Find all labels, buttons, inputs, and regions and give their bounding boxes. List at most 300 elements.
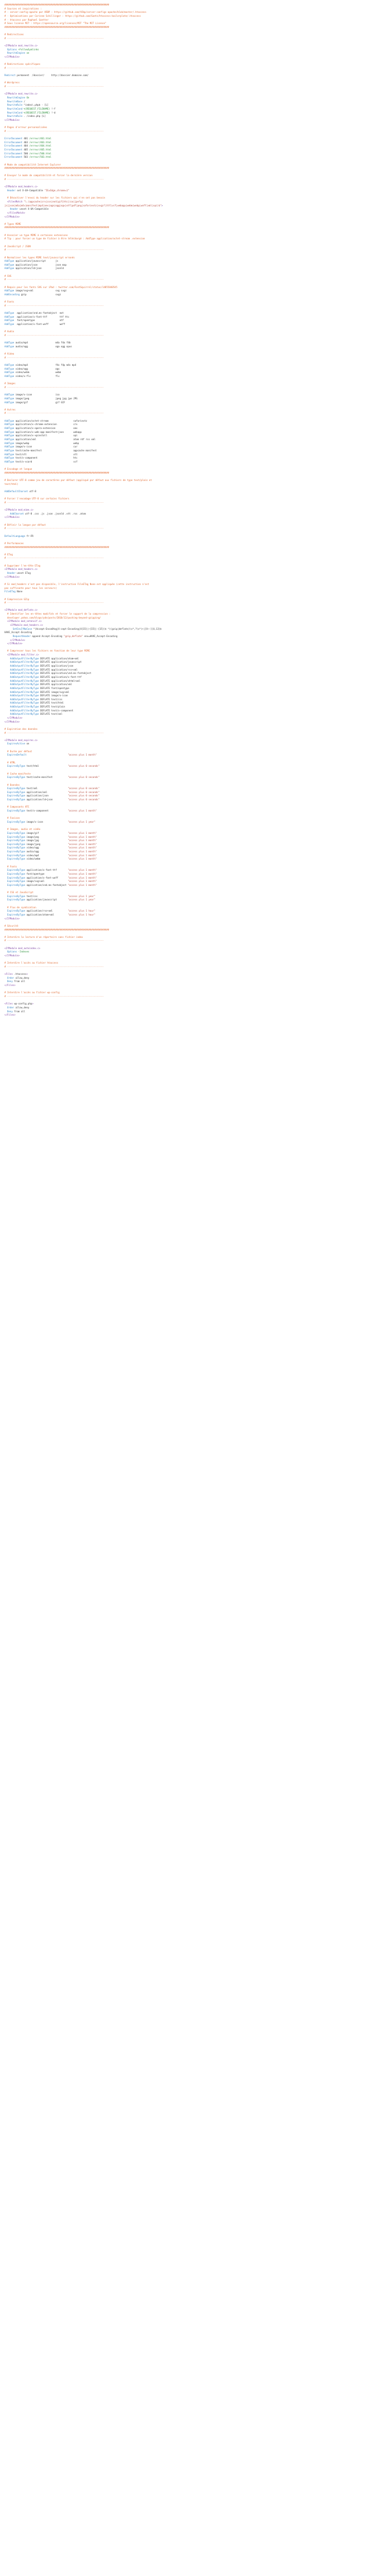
code-token: /erreur/503.html <box>29 155 51 159</box>
code-line <box>4 271 358 275</box>
code-line <box>4 527 358 531</box>
code-line <box>4 312 358 315</box>
code-token: env=HAVE_Accept-Encoding <box>83 634 118 638</box>
code-token: application/x-font-ttf <box>26 869 68 872</box>
code-line <box>4 887 358 891</box>
code-token: ExpiresByType <box>4 831 27 834</box>
code-line <box>4 757 358 761</box>
code-line <box>4 809 358 813</box>
code-line <box>4 701 358 705</box>
code-token: AddType <box>4 460 16 463</box>
code-line <box>4 330 358 334</box>
code-token: application/json json map <box>15 263 66 266</box>
code-token: AddOutputFilterByType <box>4 694 41 697</box>
code-token: # Compression GZip <box>4 597 30 601</box>
code-token: ExpiresByType <box>4 898 27 902</box>
code-token: application/x-chrome-extension crx <box>15 423 78 426</box>
code-token: ErrorDocument <box>4 144 24 148</box>
code-token: application/x-opera-extension oex <box>15 427 78 430</box>
code-token: text/cache-manifest <box>26 776 68 779</box>
code-token: ExpiresByType <box>4 876 27 879</box>
code-token: allow,deny <box>15 976 30 979</box>
code-token: "access plus 1 month" <box>68 753 97 757</box>
code-token: /erreur/403.html <box>29 140 51 144</box>
code-token: AddType <box>4 289 16 292</box>
code-line <box>4 705 358 709</box>
code-token: AddEncoding <box>4 292 21 296</box>
code-line <box>4 961 358 965</box>
code-token: > <box>32 1002 34 1006</box>
code-token: ExpiresByType <box>4 790 27 794</box>
code-line <box>4 720 358 724</box>
code-token: <FilesMatch <box>4 200 24 203</box>
code-line <box>4 832 358 836</box>
code-line <box>4 382 358 386</box>
code-line <box>4 3 358 7</box>
code-token: AddOutputFilterByType <box>4 672 41 675</box>
code-token: AddType <box>4 423 16 426</box>
code-line <box>4 137 358 141</box>
code-line <box>4 516 358 520</box>
code-line <box>4 768 358 772</box>
code-token: application/octet-stream safariextz <box>15 419 87 422</box>
code-line <box>4 594 358 598</box>
code-token: # Encodage et langue <box>4 468 32 471</box>
code-token: js|json|m4a|m4v|manifest|mp4|oex|oga|ogg|ogv|otf|pdf|png|safariextz|svgz?|ttf|vcf|webapp|webm|webp|woff|xml|xpi)$" <box>4 204 161 207</box>
code-token: audio/ogg oga ogg opus <box>15 345 72 348</box>
code-token: "access plus 1 year" <box>68 820 96 823</box>
code-token: AddOutputFilterByType <box>4 660 41 664</box>
code-token: AddType <box>4 452 16 456</box>
code-token: pas suffisante pour tous les serveurs) <box>4 586 57 589</box>
code-token: </IfModule> <box>4 575 20 578</box>
code-token: DEFLATE image/svg+xml <box>40 690 69 693</box>
code-token: "access plus 0 seconds" <box>68 794 100 798</box>
code-line <box>4 728 358 732</box>
code-token: # Declarer UTF-8 comme jeu de caractères par défaut (appliqué par défaut aux fichiers de type text/plain et <box>4 479 152 482</box>
code-token: image/gif <box>26 831 68 834</box>
code-token: </IfModule> <box>4 917 20 920</box>
code-line <box>4 817 358 820</box>
code-line <box>4 356 358 360</box>
code-line <box>4 839 358 843</box>
code-line <box>4 687 358 691</box>
code-token: AddOutputFilterByType <box>4 668 41 671</box>
code-token: text/html <box>26 765 68 768</box>
code-line <box>4 898 358 902</box>
htaccess-code-listing <box>0 0 362 1021</box>
code-line <box>4 434 358 438</box>
code-line <box>4 182 358 186</box>
code-token: # Normaliser les types MIME text/javascript erronés <box>4 256 75 259</box>
code-line <box>4 553 358 560</box>
code-line <box>4 219 358 223</box>
code-token: ExpiresByType <box>4 853 27 857</box>
code-token: ExpiresByType <box>4 880 27 883</box>
code-line <box>4 427 358 431</box>
code-line <box>4 542 358 546</box>
code-line <box>4 115 358 119</box>
code-token: "gzip,deflate" <box>63 634 83 638</box>
code-token: # Tip : pour forcer un type de fichier à être téléchargé : AddType application/octet-stream .extension <box>4 237 145 240</box>
code-line <box>4 891 358 895</box>
code-token: developer.yahoo.com/blogs/ydn/posts/2010/12/pushing-beyond-gzipping/ <box>4 616 101 619</box>
code-line <box>4 546 358 550</box>
code-line <box>4 508 358 512</box>
code-line <box>4 560 358 564</box>
code-token: "access plus 0 seconds" <box>68 765 100 768</box>
code-line <box>4 18 358 22</box>
code-line <box>4 278 358 282</box>
code-token: # ---------------------------------------------------------------------- <box>4 304 104 307</box>
code-token: # Durée par défaut <box>4 749 32 753</box>
code-line <box>4 635 358 639</box>
code-line <box>4 583 358 587</box>
code-token: > <box>26 973 28 976</box>
code-line <box>4 988 358 992</box>
code-line <box>4 680 358 683</box>
code-token: "access plus 1 year" <box>68 898 96 902</box>
code-token: "access plus 1 hour" <box>68 913 96 916</box>
code-line <box>4 549 358 553</box>
code-token: # ---------------------------------------------------------------------- <box>4 939 104 942</box>
code-token: AddType <box>4 312 17 315</box>
code-token: # Wordpress <box>4 81 20 84</box>
code-line <box>4 96 358 100</box>
code-token: <IfModule mod_expires.c> <box>4 738 38 742</box>
code-token: AddType <box>4 267 16 270</box>
code-line <box>4 880 358 884</box>
code-token: RewriteBase <box>4 100 24 103</box>
code-line <box>4 556 358 560</box>
code-token: unset ETag <box>17 572 31 575</box>
code-token: On <box>26 96 30 100</box>
code-token: AddType <box>4 367 16 370</box>
code-line <box>4 130 358 134</box>
code-line <box>4 620 358 624</box>
code-token: application/ld+json <box>26 798 68 801</box>
code-token: <IfModule mod_setenvif.c> <box>4 620 42 623</box>
code-line <box>4 902 358 906</box>
code-line <box>4 133 358 137</box>
code-token: "access plus 1 hour" <box>68 909 96 913</box>
code-token: fr-FR <box>26 534 34 537</box>
code-line <box>4 260 358 263</box>
code-line <box>4 653 358 657</box>
code-token: <IfModule mod_deflate.c> <box>4 608 38 612</box>
code-token: Options <box>4 48 18 51</box>
code-line <box>4 765 358 768</box>
code-line <box>4 456 358 460</box>
code-token: "access plus 1 month" <box>68 842 97 846</box>
code-token: on <box>26 742 30 746</box>
code-token: text/html) <box>4 482 18 485</box>
code-token: # Forcer l'encodage UTF-8 sur certains fichiers <box>4 497 69 501</box>
code-token: ############################################################################ <box>4 167 110 170</box>
code-token: "access plus 1 month" <box>68 880 97 883</box>
code-token: # ---------------------------------------------------------------------- <box>4 556 104 560</box>
code-token: # Si mod_headers n'est pas disponible, l'instruction FileETag None est appliquée (cette instruction n'est <box>4 582 149 586</box>
code-token: # Associer un type MIME à certaines extensions <box>4 233 68 237</box>
code-token: image/svg+xml <box>26 880 68 883</box>
code-line <box>4 196 358 200</box>
code-line <box>4 323 358 327</box>
code-line <box>4 144 358 148</box>
code-token: video/mp4 f4v f4p m4v mp4 <box>15 364 77 367</box>
code-line <box>4 74 358 78</box>
code-token: <IfModule mod_rewrite.c> <box>4 44 38 48</box>
code-token: DefaultLanguage <box>4 534 27 537</box>
code-line <box>4 490 358 494</box>
code-line <box>4 597 358 605</box>
code-line <box>4 575 358 579</box>
code-line <box>4 315 358 319</box>
code-token: ExpiresByType <box>4 794 27 798</box>
code-token: # ---------------------------------------------------------------------- <box>4 965 104 968</box>
code-line <box>4 475 358 479</box>
code-token: ############################################################################ <box>4 545 110 549</box>
code-token: # ---------------------------------------------------------------------- <box>4 248 104 252</box>
code-token: AddCharset <box>4 512 25 515</box>
code-token: # Désactiver l'envoi du header sur les fichiers qui n'en ont pas besoin <box>4 196 105 200</box>
code-token: text/x-vcard vcf <box>15 460 78 463</box>
code-line <box>4 423 358 427</box>
code-token: %{REQUEST_FILENAME} <box>23 111 50 114</box>
code-line <box>4 244 358 252</box>
code-token: audio/mp4 m4a f4a f4b <box>15 341 71 345</box>
code-token: </IfModule> <box>4 716 23 719</box>
code-token: ExpiresDefault <box>4 753 68 757</box>
code-line <box>4 200 358 204</box>
code-token: image/x-icon ico <box>15 393 60 397</box>
code-token: font/opentype otf <box>17 319 64 322</box>
code-line <box>4 367 358 371</box>
code-token: application/ld+json jsonld <box>15 267 64 270</box>
code-token: ErrorDocument <box>4 137 24 140</box>
code-token: Redirect <box>4 74 17 77</box>
code-line <box>4 293 358 297</box>
code-token: utf-8 .css .js .json .jsonld .vtt .rss .atom <box>25 512 86 515</box>
code-token: application/javascript js <box>15 260 59 263</box>
code-token: Deny <box>4 980 15 983</box>
code-token: # ---------------------------------------------------------------------- <box>4 178 104 181</box>
code-line <box>4 980 358 984</box>
code-token: application/javascript <box>26 898 68 902</box>
code-token: DEFLATE application/javascript <box>40 660 82 664</box>
code-token: <IfModule mod_headers.c> <box>4 568 38 571</box>
code-line <box>4 587 358 591</box>
code-token: /erreur/401.html <box>29 137 51 140</box>
code-token: </IfModule> <box>4 55 20 58</box>
code-token: AddOutputFilterByType <box>4 664 41 668</box>
code-line <box>4 523 358 527</box>
code-token: image/x-icon <box>26 820 68 823</box>
code-token: ExpiresByType <box>4 850 27 853</box>
code-token: AddOutputFilterByType <box>4 683 41 686</box>
code-token: %{REQUEST_FILENAME} <box>23 107 50 110</box>
code-line <box>4 275 358 279</box>
code-token: </IfModule> <box>4 642 23 645</box>
code-token: # Envoyer le mode de compatibilité et forcer la dernière version <box>4 174 93 177</box>
code-line <box>4 248 358 252</box>
code-token: .htaccess <box>14 973 27 976</box>
code-line <box>4 479 358 483</box>
code-line <box>4 965 358 969</box>
code-token: # Autres <box>4 408 16 411</box>
code-token: ExpiresByType <box>4 842 27 846</box>
code-token: ExpiresByType <box>4 776 27 779</box>
code-line <box>4 408 358 415</box>
code-token: # Définir la langue par défaut <box>4 523 46 526</box>
code-token: # ---------------------------------------------------------------------- <box>4 334 104 337</box>
code-line <box>4 63 358 67</box>
code-line <box>4 672 358 676</box>
code-line <box>4 772 358 776</box>
code-token: RewriteEngine <box>4 51 27 55</box>
code-token: application/x-web-app-manifest+json webapp <box>15 430 82 433</box>
code-token: AddType <box>4 449 16 452</box>
code-token: "access plus 1 month" <box>68 835 97 838</box>
code-token: /erreur/405.html <box>29 148 51 151</box>
code-line <box>4 642 358 646</box>
code-line <box>4 917 358 921</box>
code-token: # SVG <box>4 274 12 277</box>
code-token: # Pages d'erreur personnalisées <box>4 126 47 129</box>
code-token: AddType <box>4 434 16 437</box>
code-token: DEFLATE application/atom+xml <box>40 657 79 660</box>
code-token: # ---------------------------------------------------------------------- <box>4 66 104 69</box>
code-line <box>4 174 358 178</box>
code-token: ExpiresByType <box>4 909 27 913</box>
code-token: DEFLATE text/css <box>40 697 63 701</box>
code-token: "access plus 0 seconds" <box>68 787 100 790</box>
code-line <box>4 300 358 304</box>
code-line <box>4 794 358 798</box>
code-token: AddType <box>4 441 16 445</box>
code-token: DEFLATE text/html <box>40 701 64 705</box>
code-token: wp-config.php <box>14 1002 32 1006</box>
code-token: "access plus 0 seconds" <box>68 798 100 801</box>
code-token: +FollowSymlinks <box>18 48 39 51</box>
code-token: </IfModule> <box>4 720 20 723</box>
code-line <box>4 984 358 988</box>
code-line <box>4 70 358 74</box>
code-token: AddOutputFilterByType <box>4 690 41 693</box>
code-token: AddOutputFilterByType <box>4 675 41 678</box>
code-token: AddOutputFilterByType <box>4 713 41 716</box>
code-token: permanent /dossier/ http://dossier.domaine.com/ <box>17 74 89 77</box>
code-token: AddType <box>4 393 16 397</box>
code-token: AddType <box>4 371 16 374</box>
code-token: <IfModule mod_headers.c> <box>4 623 44 626</box>
code-line <box>4 148 358 152</box>
code-token: # ---------------------------------------------------------------------- <box>4 356 104 359</box>
code-token: ExpiresByType <box>4 883 27 886</box>
code-token: "access plus 1 year" <box>68 894 96 898</box>
code-token: application/json <box>26 794 68 798</box>
code-line <box>4 932 358 936</box>
code-token: ############################################################################ <box>4 25 110 29</box>
code-token: RewriteCond <box>4 111 24 114</box>
code-token: </IfModule> <box>4 516 20 519</box>
code-token: DEFLATE application/xml <box>40 683 72 686</box>
code-line <box>4 55 358 59</box>
code-line <box>4 401 358 405</box>
code-token: font/opentype <box>26 872 68 875</box>
code-token: "access plus 1 month" <box>68 883 97 886</box>
code-token: </IfModule> <box>4 954 20 957</box>
code-token: <IfModule mod_rewrite.c> <box>4 92 38 96</box>
code-line <box>4 37 358 41</box>
code-line <box>4 820 358 824</box>
code-line <box>4 991 358 995</box>
code-token: ExpiresByType <box>4 857 27 861</box>
code-line <box>4 178 358 182</box>
code-line <box>4 419 358 423</box>
code-token: text/x-component htc <box>15 456 78 460</box>
code-token: AddOutputFilterByType <box>4 697 41 701</box>
code-token: image/x-icon cur <box>15 445 78 449</box>
code-line <box>4 913 358 917</box>
code-line <box>4 950 358 954</box>
code-line <box>4 234 358 238</box>
code-token: # Fonts <box>4 300 15 304</box>
code-line <box>4 660 358 664</box>
code-token: "access plus 1 month" <box>68 831 97 834</box>
code-line <box>4 15 358 18</box>
code-token: > <box>161 204 163 207</box>
code-token: application/x-font-woff woff <box>17 323 65 326</box>
code-line <box>4 122 358 126</box>
code-token: </IfModule> <box>4 638 25 641</box>
code-line <box>4 304 358 308</box>
code-token: "access plus 1 month" <box>68 853 97 857</box>
code-line <box>4 92 358 96</box>
code-token: RewriteRule <box>4 115 24 118</box>
code-line <box>4 872 358 876</box>
code-line <box>4 22 358 26</box>
code-line <box>4 386 358 390</box>
code-token: ExpiresByType <box>4 798 27 801</box>
code-line <box>4 207 358 211</box>
code-token: from all <box>14 980 25 983</box>
code-line <box>4 352 358 356</box>
code-token: # ---------------------------------------------------------------------- <box>4 385 104 389</box>
code-line <box>4 397 358 401</box>
code-line <box>4 497 358 501</box>
code-token: # Composants HTC <box>4 805 30 809</box>
code-line <box>4 713 358 716</box>
code-line <box>4 924 358 928</box>
code-token: AddOutputFilterByType <box>4 705 41 709</box>
code-token: RequestHeader <box>4 634 32 638</box>
code-token: AddType <box>4 323 17 326</box>
code-line <box>4 223 358 227</box>
code-token: AddType <box>4 400 16 404</box>
code-line <box>4 664 358 668</box>
code-line <box>4 171 358 174</box>
code-line <box>4 103 358 107</box>
code-token: 405 <box>23 148 30 151</box>
code-line <box>4 327 358 331</box>
code-line <box>4 341 358 345</box>
code-token: Deny <box>4 1009 15 1013</box>
code-line <box>4 375 358 379</box>
code-token: SetEnvIfNoCase <box>4 627 34 630</box>
code-token: AddType <box>4 315 17 318</box>
code-token: ExpiresByType <box>4 787 27 790</box>
code-token: ExpiresByType <box>4 835 27 838</box>
